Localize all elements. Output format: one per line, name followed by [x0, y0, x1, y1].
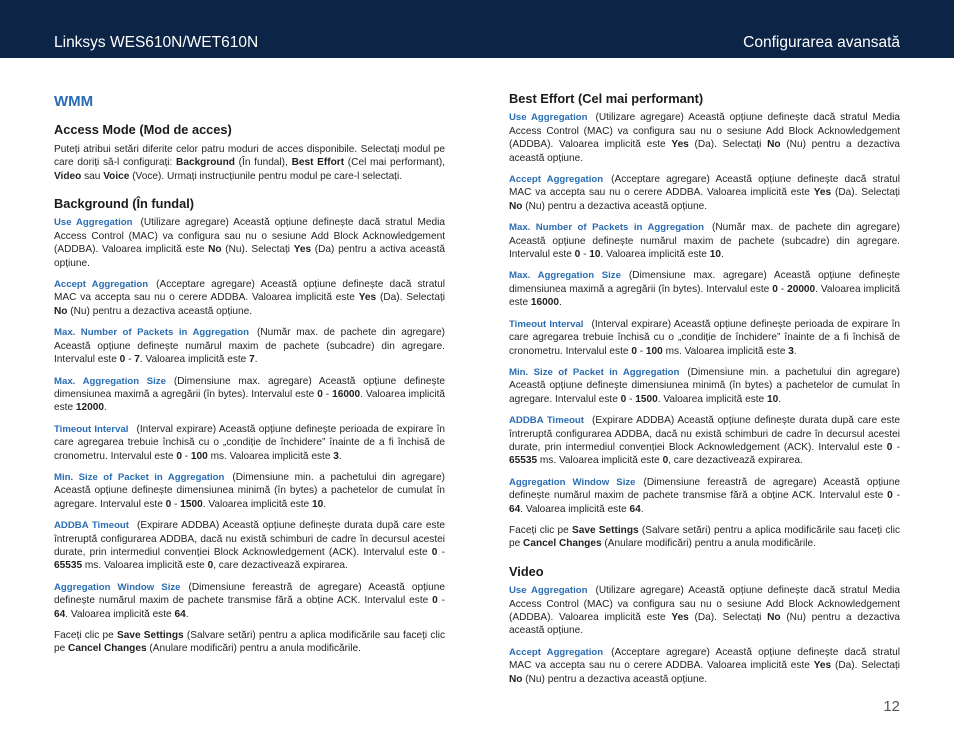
video-use-aggregation: Use Aggregation (Utilizare agregare) Această opțiune definește dacă stratul Media Access Control (MAC) va configura sau nu o sesiune Add Block Acknowledgement (ADDBA). Valoarea implicită este Yes (Da). Selectați No (Nu) pentru a dezactiva această opțiune.: [509, 585, 900, 637]
page-title: WMM: [54, 93, 94, 110]
be-use-aggregation: Use Aggregation (Utilizare agregare) Această opțiune definește dacă stratul Media Access Control (MAC) va configura sau nu o sesiune Add Block Acknowledgement (ADDBA). Valoarea implicită este Yes (Da). Selectați No (Nu) pentru a dezactiva această opțiune.: [509, 112, 900, 164]
bg-addba-timeout: ADDBA Timeout (Expirare ADDBA) Această opțiune definește durata după care este întreruptă configurarea ADDBA, dacă nu există schimburi de cadre în decursul acestei durate, prin intermediul convenției Block Acknowledgement (ACK). Intervalul este 0 - 65535 ms. Valoarea implicită este 0, care dezactivează expirarea.: [54, 520, 445, 572]
page-header: [0, 0, 954, 58]
bg-use-aggregation: Use Aggregation (Utilizare agregare) Această opțiune definește dacă stratul Media Access Control (MAC) va configura sau nu o sesiune Add Block Acknowledgement (ADDBA). Valoarea implicită este No (Nu). Selectați Yes (Da) pentru a activa această opțiune.: [54, 217, 445, 269]
right-column: [509, 92, 900, 694]
be-accept-aggregation: Accept Aggregation (Acceptare agregare) Această opțiune definește dacă stratul MAC va accepta sau nu o cerere ADDBA. Valoarea implicită este Yes (Da). Selectați No (Nu) pentru a dezactiva această opțiune.: [509, 174, 900, 212]
product-name: Linksys WES610N/WET610N: [54, 34, 259, 51]
bg-min-size: Min. Size of Packet in Aggregation (Dimensiune min. a pachetului din agregare) Această opțiune definește dimensiunea minimă (în bytes) a pachetelor de cumulat în agregare. Intervalul este 0 - 1500. Valoarea implicită este 10.: [54, 471, 445, 510]
bg-accept-aggregation: Accept Aggregation (Acceptare agregare) Această opțiune definește dacă stratul MAC va accepta sau nu o cerere ADDBA. Valoarea implicită este Yes (Da). Selectați No (Nu) pentru a dezactiva această opțiune.: [54, 279, 445, 317]
video-heading: Video: [509, 563, 544, 579]
bg-max-packets: Max. Number of Packets in Aggregation (Număr max. de pachete din agregare) Această opțiune definește numărul maxim de pachete (subcadre) din agregare. Intervalul este 0 - 7. Valoarea implicită este 7.: [54, 327, 445, 366]
section-name: Configurarea avansată: [743, 34, 900, 51]
bg-timeout-interval: Timeout Interval (Interval expirare) Această opțiune definește perioada de expirare în care agregarea trebuie închisă cu o „condiție de închidere” înainte de a fi închisă de cronometru. Intervalul este 0 - 100 ms. Valoarea implicită este 3.: [54, 423, 445, 462]
be-max-packets: Max. Number of Packets in Aggregation (Număr max. de pachete din agregare) Această opțiune definește numărul maxim de pachete (subcadre) din agregare. Intervalul este 0 - 10. Valoarea implicită este 10.: [509, 222, 900, 261]
page-number: 12: [883, 698, 900, 715]
be-window-size: Aggregation Window Size (Dimensiune fereastră de agregare) Această opțiune definește numărul maxim de pachete transmise fără a obține ACK. Intervalul este 0 - 64. Valoarea implicită este 64.: [509, 476, 901, 515]
bg-max-size: Max. Aggregation Size (Dimensiune max. agregare) Această opțiune definește dimensiunea maximă a agregării (în bytes). Intervalul este 0 - 16000. Valoarea implicită este 12000.: [54, 375, 445, 414]
be-save-instructions: Faceți clic pe Save Settings (Salvare setări) pentru a aplica modificările sau faceți clic pe Cancel Changes (Anulare modificări) pentru a anula modificările.: [509, 524, 900, 550]
bg-save-instructions: Faceți clic pe Save Settings (Salvare setări) pentru a aplica modificările sau faceți clic pe Cancel Changes (Anulare modificări) pentru a anula modificările.: [54, 630, 445, 655]
bg-window-size: Aggregation Window Size (Dimensiune fereastră de agregare) Această opțiune definește numărul maxim de pachete transmise fără a obține ACK. Intervalul este 0 - 64. Valoarea implicită este 64.: [54, 581, 446, 620]
access-mode-text: Puteți atribui setări diferite celor patru moduri de acces disponibile. Selectați modul pe care doriți să-l configurați: Background (În fundal), Best Effort (Cel mai performant), Video sau Voice (Voce). Urmați instrucțiunile pentru modul pe care-l selectați.: [54, 143, 445, 182]
video-accept-aggregation: Accept Aggregation (Acceptare agregare) Această opțiune definește dacă stratul MAC va accepta sau nu o cerere ADDBA. Valoarea implicită este Yes (Da). Selectați No (Nu) pentru a dezactiva această opțiune.: [509, 646, 900, 685]
access-mode-heading: Access Mode (Mod de acces): [54, 122, 232, 138]
background-heading: Background (În fundal): [54, 196, 195, 212]
best-effort-heading: Best Effort (Cel mai performant): [509, 91, 704, 106]
be-timeout-interval: Timeout Interval (Interval expirare) Această opțiune definește perioada de expirare în care agregarea trebuie închisă cu o „condiție de închidere” înainte de a fi închisă de cronometru. Intervalul este 0 - 100 ms. Valoarea implicită este 3.: [509, 318, 900, 357]
be-max-size: Max. Aggregation Size (Dimensiune max. agregare) Această opțiune definește dimensiunea maximă a agregării (în bytes). Intervalul este 0 - 20000. Valoarea implicită este 16000.: [509, 270, 900, 309]
left-column: [54, 92, 445, 664]
be-addba-timeout: ADDBA Timeout (Expirare ADDBA) Această opțiune definește durata după care este întreruptă configurarea ADDBA, dacă nu există schimburi de cadre în decursul acestei durate, prin intermediul convenției Block Acknowledgement (ACK). Intervalul este 0 - 65535 ms. Valoarea implicită este 0, care dezactivează expirarea.: [509, 415, 900, 467]
be-min-size: Min. Size of Packet in Aggregation (Dimensiune min. a pachetului din agregare) Această opțiune definește dimensiunea minimă (în bytes) a pachetelor de cumulat în agregare. Intervalul este 0 - 1500. Valoarea implicită este 10.: [509, 366, 900, 405]
